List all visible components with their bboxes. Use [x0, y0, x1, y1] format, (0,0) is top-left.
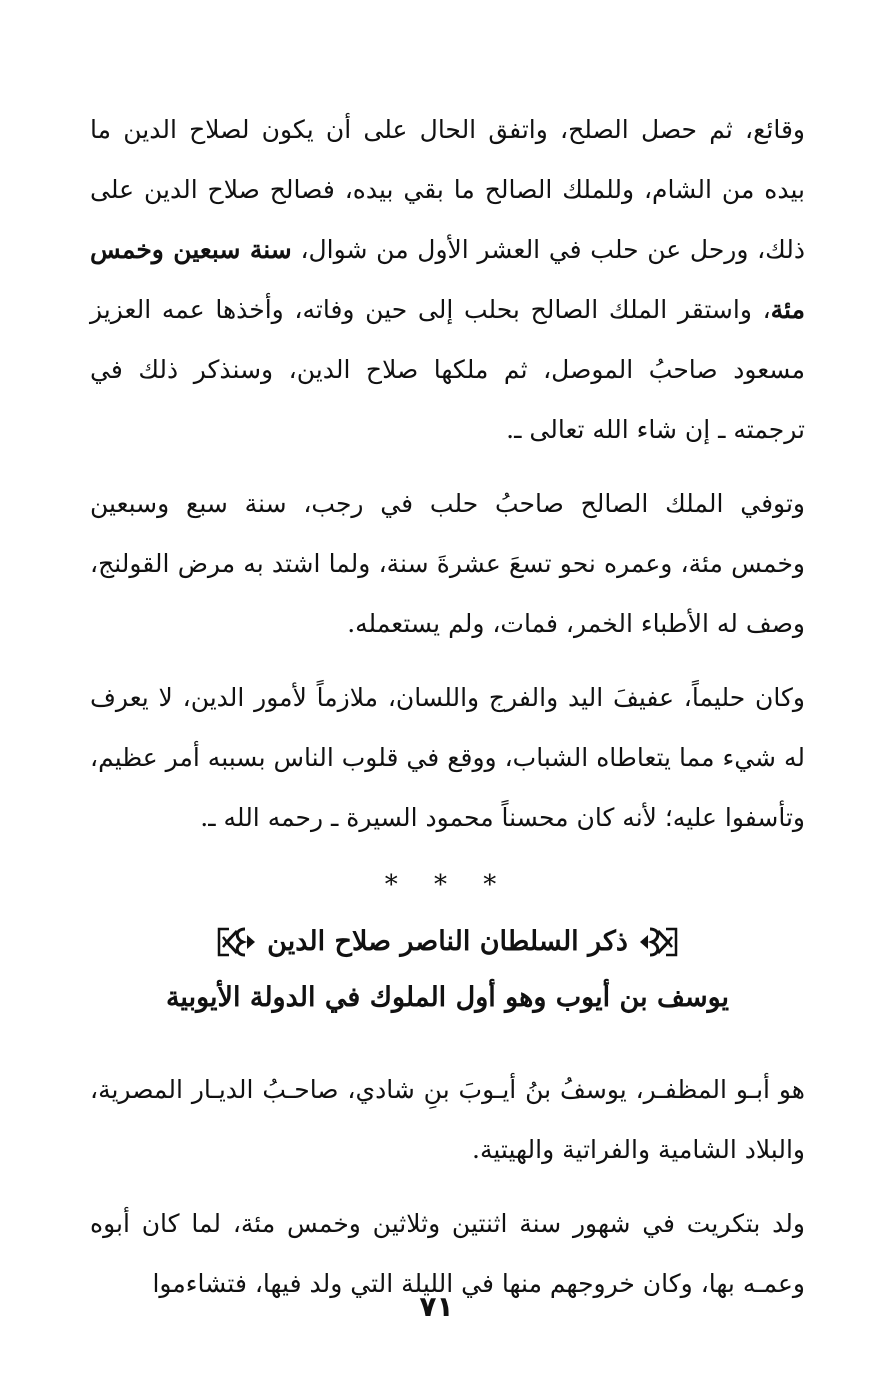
page-content	[90, 100, 805, 1314]
heading-title-line-2: يوسف بن أيوب وهو أول الملوك في الدولة الأيوبية	[165, 982, 730, 1013]
paragraph-1-text-a: وقائع، ثم حصل الصلح، واتفق الحال على أن يكون لصلاح الدين ما بيده من الشام، وللملك الصالح ما بقي بيده، فصالح صلاح الدين على ذلك، ورحل عن حلب في العشر الأول من شوال،	[90, 115, 805, 264]
paragraph-1-bold-date: سنة سبعين وخمس مئة	[90, 235, 805, 324]
heading-line-1	[90, 914, 805, 970]
biography-section	[90, 1060, 805, 1314]
paragraph-5: ولد بتكريت في شهور سنة اثنتين وثلاثين وخمس مئة، لما كان أبوه وعمـه بها، وكان خروجهم منها في الليلة التي ولد فيها، فتشاءموا	[90, 1209, 805, 1298]
heading-line-2	[90, 970, 805, 1026]
paragraph-2: وتوفي الملك الصالح صاحبُ حلب في رجب، سنة سبع وسبعين وخمس مئة، وعمره نحو تسعَ عشرةَ سنة، ولما اشتد به مرض القولنج، وصف له الأطباء الخمر، فمات، ولم يستعمله.	[90, 489, 805, 638]
section-heading	[90, 914, 805, 1026]
paragraph-4: هو أبـو المظفـر، يوسفُ بنُ أيـوبَ بنِ شادي، صاحـبُ الديـار المصرية، والبلاد الشامية والفراتية والهيتية.	[90, 1075, 805, 1164]
arabesque-ornament-icon	[638, 925, 678, 959]
paragraph-1-text-c: ، واستقر الملك الصالح بحلب إلى حين وفاته، وأخذها عمه العزيز مسعود صاحبُ الموصل، ثم ملكها صلاح الدين، وسنذكر ذلك في ترجمته ـ إن شاء الله تعالى ـ.	[90, 295, 805, 444]
heading-title-line-1: ذكر السلطان الناصر صلاح الدين	[267, 926, 628, 957]
paragraph-1	[90, 100, 805, 460]
section-divider: * * *	[384, 870, 511, 900]
paragraph-3: وكان حليماً، عفيفَ اليد والفرج واللسان، ملازماً لأمور الدين، لا يعرف له شيء مما يتعاطاه الشباب، ووقع في قلوب الناس بسببه أمر عظيم، وتأسفوا عليه؛ لأنه كان محسناً محمود السيرة ـ رحمه الله ـ.	[90, 683, 805, 832]
arabesque-ornament-icon	[217, 925, 257, 959]
page-number: ٧١	[419, 1290, 454, 1323]
